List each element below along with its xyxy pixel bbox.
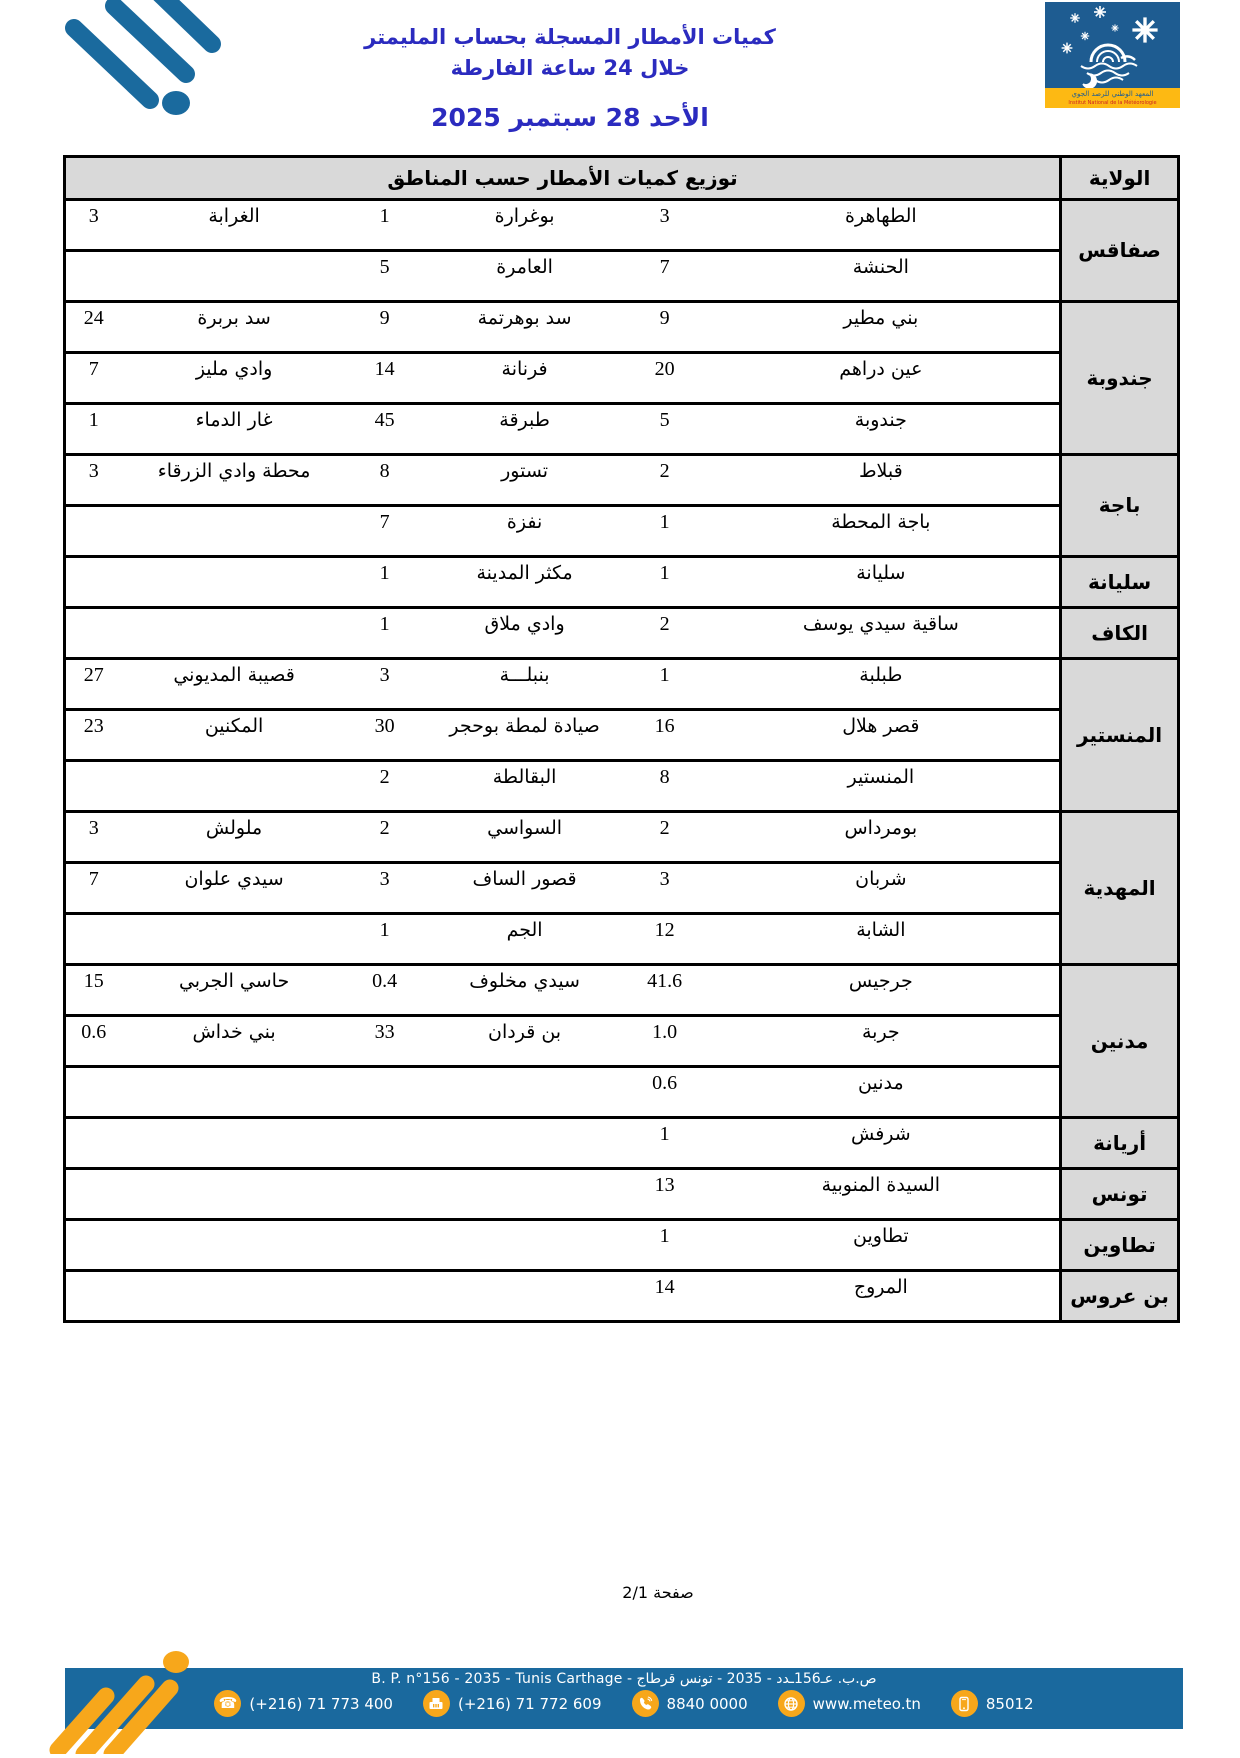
rain-value: 1 [347, 608, 423, 659]
table-row [65, 506, 1179, 557]
regions-column-header: توزيع كميات الأمطار حسب المناطق [65, 157, 1061, 200]
rain-table-body [65, 200, 1179, 1322]
station-name: سيدي علوان [122, 863, 347, 914]
footer-address-ar: ص.ب. عـ156ـدد - 2035 - تونس قرطاج [636, 1671, 877, 1687]
station-name [122, 1067, 347, 1118]
table-row [65, 965, 1179, 1016]
rain-value: 27 [65, 659, 122, 710]
governorate-cell: باجة [1061, 455, 1179, 557]
station-name: المكنين [122, 710, 347, 761]
fax-icon [423, 1690, 450, 1717]
rain-value: 15 [65, 965, 122, 1016]
rain-value [65, 608, 122, 659]
station-name: جربة [703, 1016, 1061, 1067]
station-name: قصيبة المديوني [122, 659, 347, 710]
diagonal-rain-logo-icon [52, 0, 230, 118]
footer-website-url: www.meteo.tn [812, 1694, 921, 1713]
rain-value: 7 [65, 863, 122, 914]
station-name: عين دراهم [703, 353, 1061, 404]
rain-value: 5 [347, 251, 423, 302]
station-name: الحنشة [703, 251, 1061, 302]
footer-contact-items [65, 1690, 1183, 1717]
rain-value: 3 [347, 863, 423, 914]
station-name: الطهاهرة [703, 200, 1061, 251]
station-name [122, 251, 347, 302]
rain-value: 20 [627, 353, 703, 404]
rain-value: 3 [65, 200, 122, 251]
rain-value [65, 1271, 122, 1322]
station-name: ملولش [122, 812, 347, 863]
rain-value: 3 [627, 200, 703, 251]
station-name: طبلبة [703, 659, 1061, 710]
governorate-cell: سليانة [1061, 557, 1179, 608]
governorate-cell: تونس [1061, 1169, 1179, 1220]
rain-value [65, 914, 122, 965]
rain-value: 2 [347, 761, 423, 812]
station-name: وادي مليز [122, 353, 347, 404]
station-name: شرفش [703, 1118, 1061, 1169]
station-name [423, 1220, 627, 1271]
rain-value: 2 [627, 455, 703, 506]
rain-value [347, 1118, 423, 1169]
table-row [65, 710, 1179, 761]
station-name: العامرة [423, 251, 627, 302]
governorate-cell: أريانة [1061, 1118, 1179, 1169]
station-name: حاسي الجربي [122, 965, 347, 1016]
rain-value [347, 1271, 423, 1322]
station-name: سليانة [703, 557, 1061, 608]
footer-fax-number: (+216) 71 772 609 [457, 1694, 602, 1713]
station-name [423, 1067, 627, 1118]
rain-value: 41.6 [627, 965, 703, 1016]
station-name [122, 761, 347, 812]
rain-value: 1 [627, 557, 703, 608]
inm-caption-ar: المعهد الوطني للرصد الجوي [1071, 90, 1154, 98]
rain-value: 7 [627, 251, 703, 302]
report-date: الأحد 28 سبتمبر 2025 [431, 103, 709, 132]
station-name [122, 914, 347, 965]
station-name: بني خداش [122, 1016, 347, 1067]
footer-address [65, 1671, 1183, 1687]
footer-phone [214, 1690, 393, 1717]
rain-value [65, 761, 122, 812]
rain-value: 12 [627, 914, 703, 965]
rain-value [65, 557, 122, 608]
table-row [65, 608, 1179, 659]
table-row [65, 1118, 1179, 1169]
station-name: فرنانة [423, 353, 627, 404]
rain-value: 3 [65, 455, 122, 506]
station-name: مكثر المدينة [423, 557, 627, 608]
station-name [122, 506, 347, 557]
station-name: طبرقة [423, 404, 627, 455]
report-title-line1: كميات الأمطار المسجلة بحساب المليمتر [364, 25, 776, 49]
rain-value: 14 [627, 1271, 703, 1322]
station-name: البقالطة [423, 761, 627, 812]
governorate-cell: مدنين [1061, 965, 1179, 1118]
rain-value: 3 [627, 863, 703, 914]
station-name: محطة وادي الزرقاء [122, 455, 347, 506]
rain-value: 1 [627, 1220, 703, 1271]
table-row [65, 251, 1179, 302]
rain-stripes-logo [52, 0, 230, 122]
station-name [122, 608, 347, 659]
station-name: بنبلـــة [423, 659, 627, 710]
footer-phone-number: (+216) 71 773 400 [249, 1694, 393, 1713]
rain-value [347, 1067, 423, 1118]
governorate-cell: بن عروس [1061, 1271, 1179, 1322]
footer-address-separator: - [622, 1671, 637, 1687]
rain-value: 30 [347, 710, 423, 761]
phone-icon: ☎ [214, 1690, 241, 1717]
rain-value: 0.4 [347, 965, 423, 1016]
governorate-cell: جندوبة [1061, 302, 1179, 455]
rain-value: 2 [627, 608, 703, 659]
table-row [65, 1220, 1179, 1271]
station-name: تستور [423, 455, 627, 506]
footer-fax [423, 1690, 602, 1717]
footer-sms [951, 1690, 1034, 1717]
governorate-cell: المنستير [1061, 659, 1179, 812]
rain-value: 23 [65, 710, 122, 761]
table-row [65, 761, 1179, 812]
page-indicator: صفحة 2/1 [622, 1583, 694, 1602]
rain-value: 24 [65, 302, 122, 353]
station-name: قصور الساف [423, 863, 627, 914]
station-name: السيدة المنوبية [703, 1169, 1061, 1220]
station-name: السواسي [423, 812, 627, 863]
table-row [65, 914, 1179, 965]
table-row [65, 455, 1179, 506]
governorate-cell: المهدية [1061, 812, 1179, 965]
rain-value: 14 [347, 353, 423, 404]
footer-address-fr: B. P. n°156 - 2035 - Tunis Carthage [371, 1671, 623, 1687]
rain-value: 3 [347, 659, 423, 710]
station-name: سد بوهرتمة [423, 302, 627, 353]
station-name: وادي ملاق [423, 608, 627, 659]
station-name [423, 1271, 627, 1322]
rain-value: 9 [627, 302, 703, 353]
station-name: الشابة [703, 914, 1061, 965]
rain-value: 8 [347, 455, 423, 506]
station-name: باجة المحطة [703, 506, 1061, 557]
table-row [65, 557, 1179, 608]
table-row [65, 1271, 1179, 1322]
rain-value [65, 506, 122, 557]
footer-call-number: 8840 0000 [666, 1694, 748, 1713]
rain-value: 8 [627, 761, 703, 812]
station-name: تطاوين [703, 1220, 1061, 1271]
orange-stripes-icon [48, 1632, 218, 1754]
rain-value: 33 [347, 1016, 423, 1067]
governorate-cell: تطاوين [1061, 1220, 1179, 1271]
rain-value: 13 [627, 1169, 703, 1220]
station-name: بومرداس [703, 812, 1061, 863]
footer-stripes [48, 1632, 218, 1758]
table-row [65, 1067, 1179, 1118]
inm-logo-icon [1045, 2, 1180, 108]
report-title-line2: خلال 24 ساعة الفارطة [450, 56, 690, 80]
station-name: مدنين [703, 1067, 1061, 1118]
rain-value [65, 1220, 122, 1271]
rain-value: 45 [347, 404, 423, 455]
rain-value: 5 [627, 404, 703, 455]
table-row [65, 302, 1179, 353]
rain-value: 16 [627, 710, 703, 761]
station-name: المروج [703, 1271, 1061, 1322]
table-row [65, 659, 1179, 710]
rain-value: 1 [347, 914, 423, 965]
rain-value [347, 1169, 423, 1220]
footer-call-center [632, 1690, 748, 1717]
rain-value: 0.6 [627, 1067, 703, 1118]
station-name [122, 1220, 347, 1271]
inm-logo [1045, 2, 1180, 112]
station-name: بني مطير [703, 302, 1061, 353]
station-name [122, 557, 347, 608]
rain-value: 1 [627, 659, 703, 710]
footer-band [65, 1668, 1183, 1729]
station-name [423, 1118, 627, 1169]
table-row [65, 1016, 1179, 1067]
rain-value: 3 [65, 812, 122, 863]
rain-value: 0.6 [65, 1016, 122, 1067]
footer-website [778, 1690, 921, 1717]
rain-value: 7 [65, 353, 122, 404]
table-row [65, 404, 1179, 455]
station-name: سد بربرة [122, 302, 347, 353]
rain-value [65, 1067, 122, 1118]
rain-table [63, 155, 1180, 1323]
station-name: غار الدماء [122, 404, 347, 455]
table-row [65, 812, 1179, 863]
station-name: سيدي مخلوف [423, 965, 627, 1016]
station-name: قبلاط [703, 455, 1061, 506]
station-name: نفزة [423, 506, 627, 557]
rain-value: 1 [347, 557, 423, 608]
station-name [122, 1271, 347, 1322]
station-name: شربان [703, 863, 1061, 914]
table-row [65, 200, 1179, 251]
station-name: بن قردان [423, 1016, 627, 1067]
governorate-cell: صفاقس [1061, 200, 1179, 302]
rain-value: 2 [627, 812, 703, 863]
table-header-row [65, 157, 1179, 200]
footer-sms-number: 85012 [985, 1694, 1034, 1713]
rain-value: 1.0 [627, 1016, 703, 1067]
station-name: ساقية سيدي يوسف [703, 608, 1061, 659]
rain-value [65, 1169, 122, 1220]
station-name: قصر هلال [703, 710, 1061, 761]
table-row [65, 1169, 1179, 1220]
rain-value: 1 [627, 506, 703, 557]
governorate-cell: الكاف [1061, 608, 1179, 659]
rain-value: 1 [627, 1118, 703, 1169]
station-name [423, 1169, 627, 1220]
mobile-icon [951, 1690, 978, 1717]
rain-value [65, 251, 122, 302]
inm-caption-fr: Institut National de la Météorologie [1068, 100, 1157, 106]
station-name [122, 1169, 347, 1220]
rain-value: 9 [347, 302, 423, 353]
rain-value: 1 [347, 200, 423, 251]
report-title [260, 22, 880, 84]
call-icon [632, 1690, 659, 1717]
station-name: صيادة لمطة بوحجر [423, 710, 627, 761]
rain-value: 1 [65, 404, 122, 455]
station-name: المنستير [703, 761, 1061, 812]
rain-value: 7 [347, 506, 423, 557]
table-row [65, 353, 1179, 404]
station-name: بوغرارة [423, 200, 627, 251]
station-name [122, 1118, 347, 1169]
station-name: جرجيس [703, 965, 1061, 1016]
station-name: الجم [423, 914, 627, 965]
station-name: الغرابة [122, 200, 347, 251]
station-name: جندوبة [703, 404, 1061, 455]
globe-icon [778, 1690, 805, 1717]
rain-value [65, 1118, 122, 1169]
rain-value [347, 1220, 423, 1271]
rain-value: 2 [347, 812, 423, 863]
governorate-column-header: الولاية [1061, 157, 1179, 200]
table-row [65, 863, 1179, 914]
